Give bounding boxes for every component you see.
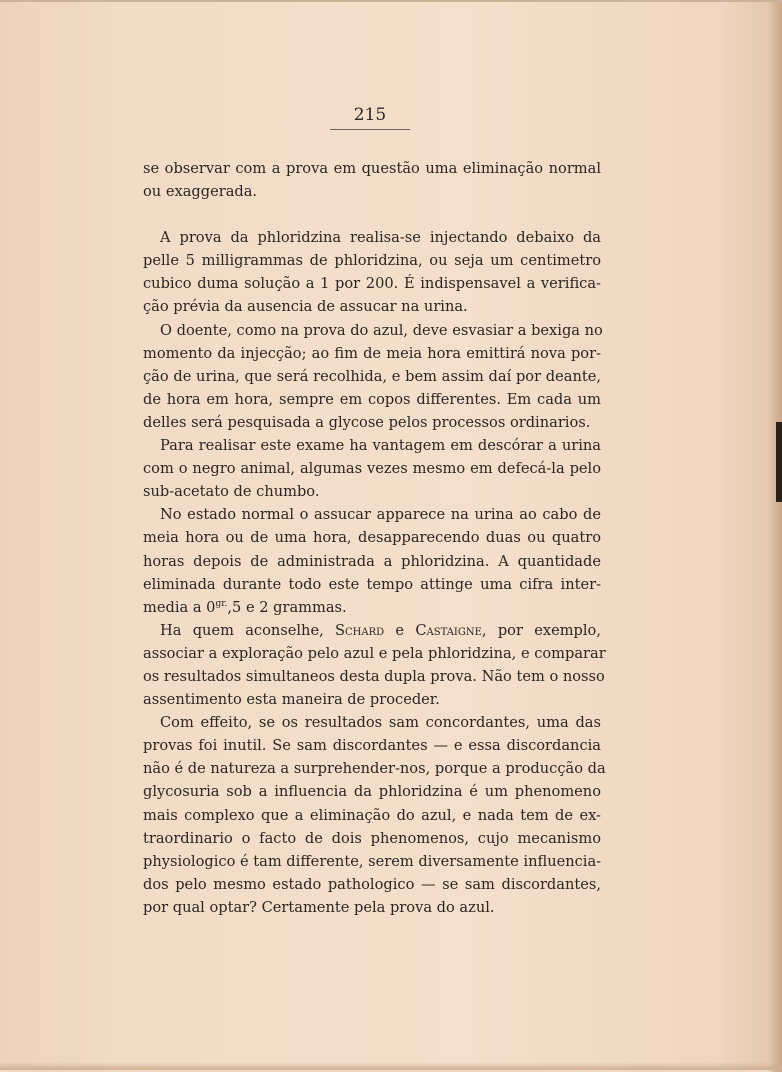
- citation-line: [143, 619, 601, 642]
- paragraph: [143, 319, 601, 434]
- text-line: com o negro animal, algumas vezes mesmo em defecá-la pelo: [143, 460, 601, 478]
- text-line: physiologico é tam differente, serem diversamente influencia-: [143, 852, 602, 870]
- citation-tail: , por exemplo,: [481, 621, 601, 639]
- text-line: Para realisar este exame ha vantagem em descórar a urina: [160, 437, 601, 455]
- text-line: ção de urina, que será recolhida, e bem assim daí por deante,: [143, 367, 601, 385]
- paragraph-gap: [143, 203, 601, 226]
- text-line: meia hora ou de uma hora, desapparecendo duas ou quatro: [143, 529, 601, 547]
- body-text: [143, 157, 606, 919]
- text-line: ção prévia da ausencia de assucar na urina.: [143, 298, 468, 316]
- text-line: No estado normal o assucar apparece na urina ao cabo de: [160, 506, 601, 524]
- author-name: Schard: [335, 621, 385, 639]
- text-line: não é de natureza a surprehender-nos, porque a producção da: [143, 760, 606, 778]
- author-name: Castaigne: [415, 621, 482, 639]
- text-line: sub-acetato de chumbo.: [143, 483, 320, 501]
- text-line: momento da injecção; ao fim de meia hora emittirá nova por-: [143, 344, 601, 362]
- page-number: 215: [353, 105, 387, 125]
- text-line: assentimento esta maneira de proceder.: [143, 691, 440, 709]
- text-line: cubico duma solução a 1 por 200. É indispensavel a verifica-: [143, 275, 601, 293]
- dose-text-before: media a 0: [143, 598, 216, 616]
- text-line: ou exaggerada.: [143, 183, 258, 201]
- page-number-rule: [330, 129, 410, 130]
- text-line: de hora em hora, sempre em copos differentes. Em cada um: [143, 390, 601, 408]
- paragraph: [143, 619, 606, 711]
- citation-lead: Ha quem aconselhe,: [160, 621, 335, 639]
- paragraph: [143, 226, 601, 318]
- dose-text-after: ,5 e 2 grammas.: [227, 598, 347, 616]
- text-line: eliminada durante todo este tempo attinge uma cifra inter-: [143, 575, 601, 593]
- paragraph: [143, 503, 601, 618]
- text-line: os resultados simultaneos desta dupla prova. Não tem o nosso: [143, 667, 605, 685]
- text-line: provas foi inutil. Se sam discordantes — e essa discordancia: [143, 737, 601, 755]
- paragraph: [143, 434, 601, 503]
- text-line: por qual optar? Certamente pela prova do azul.: [143, 898, 495, 916]
- text-line: glycosuria sob a influencia da phloridzina é um phenomeno: [143, 783, 601, 801]
- page-edge-shadow: [776, 422, 782, 502]
- dose-unit-superscript: gr.: [215, 598, 228, 609]
- page-edge-bottom: [0, 1062, 782, 1070]
- text-line: Com effeito, se os resultados sam concordantes, uma das: [160, 714, 601, 732]
- page-edge-right: [768, 2, 782, 1072]
- text-line: se observar com a prova em questão uma eliminação normal: [143, 160, 601, 177]
- text-line: dos pelo mesmo estado pathologico — se sam discordantes,: [143, 875, 601, 893]
- paragraph: [143, 157, 601, 203]
- citation-join: e: [384, 621, 416, 639]
- text-line: A prova da phloridzina realisa-se injectando debaixo da: [160, 229, 601, 247]
- text-line: pelle 5 milligrammas de phloridzina, ou seja um centimetro: [143, 252, 601, 270]
- paragraph: [143, 711, 606, 919]
- text-line: mais complexo que a eliminação do azul, e nada tem de ex-: [143, 806, 601, 824]
- text-line: delles será pesquisada a glycose pelos processos ordinarios.: [143, 413, 591, 431]
- text-line: traordinario o facto de dois phenomenos, cujo mecanismo: [143, 829, 601, 847]
- text-line: associar a exploração pelo azul e pela phloridzina, e comparar: [143, 644, 606, 662]
- text-line: O doente, como na prova do azul, deve esvasiar a bexiga no: [160, 321, 603, 339]
- text-line: horas depois de administrada a phloridzina. A quantidade: [143, 552, 601, 570]
- dose-line: [143, 596, 601, 619]
